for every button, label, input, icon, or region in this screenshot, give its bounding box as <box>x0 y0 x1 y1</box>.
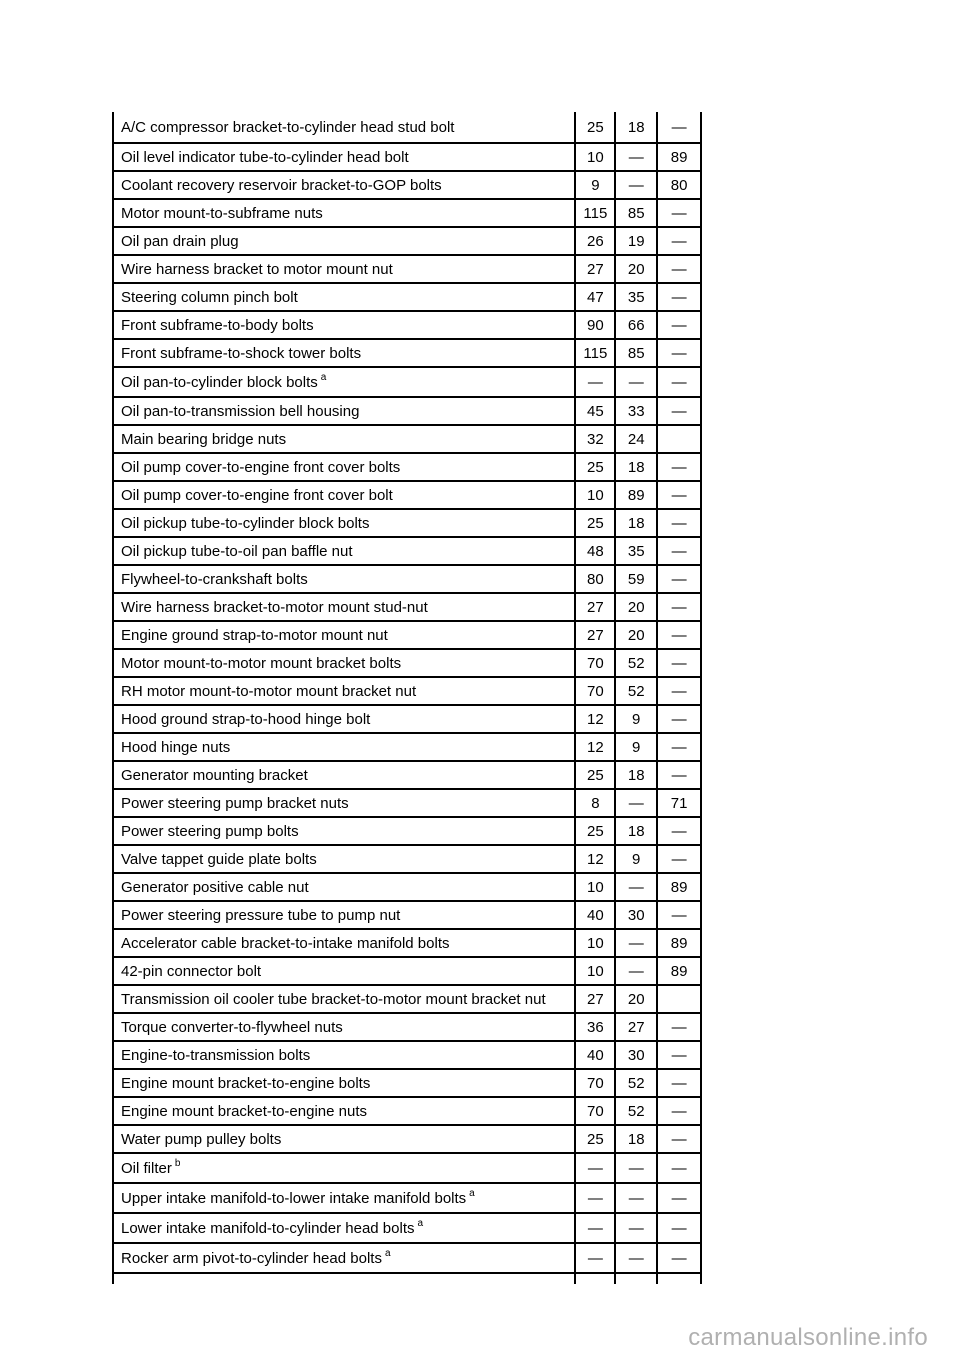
description-text: Power steering pump bolts <box>121 822 299 840</box>
description-text: Oil pan-to-transmission bell housing <box>121 402 360 420</box>
lbin-value: — <box>656 1154 702 1182</box>
fastener-description <box>112 1244 574 1272</box>
lbin-value: — <box>656 1214 702 1242</box>
lbft-value: — <box>614 1214 656 1242</box>
nm-value: 115 <box>574 340 614 366</box>
lbft-value: 35 <box>614 284 656 310</box>
description-text: Oil pan-to-cylinder block bolts <box>121 373 318 391</box>
fastener-description <box>112 958 574 984</box>
description-text: Engine mount bracket-to-engine nuts <box>121 1102 367 1120</box>
description-text: Engine mount bracket-to-engine bolts <box>121 1074 371 1092</box>
lbft-value: — <box>614 144 656 170</box>
table-row <box>112 1040 702 1068</box>
fastener-description <box>112 538 574 564</box>
fastener-description <box>112 228 574 254</box>
lbin-value: — <box>656 482 702 508</box>
nm-value: 70 <box>574 1098 614 1124</box>
table-row <box>112 732 702 760</box>
fastener-description <box>112 846 574 872</box>
table-row <box>112 310 702 338</box>
table-row <box>112 142 702 170</box>
table-row <box>112 424 702 452</box>
fastener-description <box>112 594 574 620</box>
lbin-value: — <box>656 762 702 788</box>
table-row <box>112 254 702 282</box>
description-text: Power steering pump bracket nuts <box>121 794 349 812</box>
fastener-description <box>112 650 574 676</box>
fastener-description <box>112 510 574 536</box>
lbin-value: — <box>656 566 702 592</box>
lbft-value: 30 <box>614 902 656 928</box>
lbft-value: 52 <box>614 1070 656 1096</box>
lbft-value: 30 <box>614 1042 656 1068</box>
lbin-value: — <box>656 1244 702 1272</box>
fastener-description <box>112 340 574 366</box>
fastener-description <box>112 1214 574 1242</box>
lbin-value: — <box>656 200 702 226</box>
nm-value: 27 <box>574 986 614 1012</box>
lbft-value: 27 <box>614 1014 656 1040</box>
lbft-value: 9 <box>614 734 656 760</box>
nm-value: 8 <box>574 790 614 816</box>
description-text: Generator positive cable nut <box>121 878 309 896</box>
lbft-value: 59 <box>614 566 656 592</box>
fastener-description <box>112 762 574 788</box>
description-text: Oil pickup tube-to-oil pan baffle nut <box>121 542 353 560</box>
table-row <box>112 1152 702 1182</box>
table-bottom-rule <box>112 1272 702 1284</box>
lbin-value: 89 <box>656 930 702 956</box>
nm-value: 25 <box>574 1126 614 1152</box>
lbft-value: 52 <box>614 650 656 676</box>
nm-value: 10 <box>574 482 614 508</box>
fastener-description <box>112 482 574 508</box>
fastener-description <box>112 1014 574 1040</box>
table-row <box>112 226 702 254</box>
table-row <box>112 112 702 142</box>
nm-value: 12 <box>574 846 614 872</box>
description-text: Accelerator cable bracket-to-intake manifold bolts <box>121 934 450 952</box>
nm-value: — <box>574 1184 614 1212</box>
fastener-description <box>112 734 574 760</box>
lbft-value: 24 <box>614 426 656 452</box>
description-text: Hood ground strap-to-hood hinge bolt <box>121 710 371 728</box>
nm-value: 25 <box>574 112 614 142</box>
lbft-value: 20 <box>614 986 656 1012</box>
table-row <box>112 704 702 732</box>
nm-value: 25 <box>574 510 614 536</box>
lbin-value: — <box>656 1126 702 1152</box>
table-row <box>112 648 702 676</box>
lbft-value: 18 <box>614 1126 656 1152</box>
table-row <box>112 396 702 424</box>
fastener-description <box>112 1070 574 1096</box>
table-row <box>112 928 702 956</box>
description-text: Front subframe-to-shock tower bolts <box>121 344 362 362</box>
table-row <box>112 1242 702 1272</box>
table-row <box>112 1096 702 1124</box>
lbft-value: — <box>614 368 656 396</box>
lbin-value: — <box>656 340 702 366</box>
description-text: Oil pickup tube-to-cylinder block bolts <box>121 514 370 532</box>
nm-value: 27 <box>574 594 614 620</box>
description-text: Steering column pinch bolt <box>121 288 298 306</box>
nm-value: 115 <box>574 200 614 226</box>
description-text: Hood hinge nuts <box>121 738 231 756</box>
description-text: Wire harness bracket-to-motor mount stud-nut <box>121 598 428 616</box>
description-text: Upper intake manifold-to-lower intake manifold bolts <box>121 1189 467 1207</box>
lbin-value <box>656 986 702 1012</box>
lbft-value: — <box>614 790 656 816</box>
lbft-value: 18 <box>614 510 656 536</box>
lbft-value: 20 <box>614 594 656 620</box>
lbin-value: — <box>656 398 702 424</box>
nm-value: 10 <box>574 958 614 984</box>
lbin-value: — <box>656 112 702 142</box>
lbft-value: — <box>614 1154 656 1182</box>
table-row <box>112 956 702 984</box>
lbft-value: 18 <box>614 112 656 142</box>
lbin-value: 89 <box>656 958 702 984</box>
lbft-value: — <box>614 1184 656 1212</box>
lbft-value: 85 <box>614 200 656 226</box>
fastener-description <box>112 144 574 170</box>
fastener-description <box>112 398 574 424</box>
nm-value: 27 <box>574 622 614 648</box>
table-row <box>112 452 702 480</box>
description-text: Motor mount-to-subframe nuts <box>121 204 323 222</box>
nm-value: — <box>574 1244 614 1272</box>
table-row <box>112 844 702 872</box>
table-row <box>112 1212 702 1242</box>
fastener-description <box>112 1042 574 1068</box>
table-row <box>112 676 702 704</box>
nm-value: — <box>574 368 614 396</box>
table-row <box>112 592 702 620</box>
table-row <box>112 900 702 928</box>
description-text: RH motor mount-to-motor mount bracket nut <box>121 682 417 700</box>
table-row <box>112 338 702 366</box>
lbft-value: — <box>614 958 656 984</box>
nm-value: 70 <box>574 1070 614 1096</box>
nm-value: 80 <box>574 566 614 592</box>
description-text: Engine-to-transmission bolts <box>121 1046 311 1064</box>
fastener-description <box>112 566 574 592</box>
fastener-description <box>112 874 574 900</box>
footnote-marker: a <box>320 372 327 383</box>
table-row <box>112 564 702 592</box>
fastener-description <box>112 1126 574 1152</box>
description-text: Oil level indicator tube-to-cylinder head bolt <box>121 148 409 166</box>
table-row <box>112 508 702 536</box>
table-row <box>112 620 702 648</box>
table-row <box>112 536 702 564</box>
nm-value: 25 <box>574 762 614 788</box>
table-row <box>112 170 702 198</box>
lbft-value: — <box>614 874 656 900</box>
lbin-value: — <box>656 1042 702 1068</box>
description-text: Oil filter <box>121 1159 172 1177</box>
description-text: Rocker arm pivot-to-cylinder head bolts <box>121 1249 382 1267</box>
nm-value: 25 <box>574 818 614 844</box>
footnote-marker: a <box>417 1218 424 1229</box>
description-text: Power steering pressure tube to pump nut <box>121 906 401 924</box>
table-row <box>112 282 702 310</box>
nm-value: 25 <box>574 454 614 480</box>
lbin-value: — <box>656 1184 702 1212</box>
lbin-value: — <box>656 650 702 676</box>
lbin-value: — <box>656 1098 702 1124</box>
lbin-value: — <box>656 368 702 396</box>
fastener-description <box>112 368 574 396</box>
nm-value: 10 <box>574 930 614 956</box>
nm-value: 27 <box>574 256 614 282</box>
nm-value: 9 <box>574 172 614 198</box>
fastener-description <box>112 706 574 732</box>
lbft-value: 52 <box>614 1098 656 1124</box>
lbin-value: — <box>656 312 702 338</box>
table-row <box>112 872 702 900</box>
nm-value: — <box>574 1154 614 1182</box>
nm-value: 45 <box>574 398 614 424</box>
description-text: Oil pump cover-to-engine front cover bolt <box>121 486 393 504</box>
lbft-value: 18 <box>614 762 656 788</box>
lbin-value: — <box>656 454 702 480</box>
lbft-value: 66 <box>614 312 656 338</box>
watermark: carmanualsonline.info <box>688 1324 928 1351</box>
description-text: Front subframe-to-body bolts <box>121 316 314 334</box>
lbin-value: — <box>656 902 702 928</box>
lbin-value: — <box>656 818 702 844</box>
description-text: Engine ground strap-to-motor mount nut <box>121 626 388 644</box>
lbft-value: — <box>614 1244 656 1272</box>
lbin-value: — <box>656 284 702 310</box>
table-row <box>112 1012 702 1040</box>
table-row <box>112 1068 702 1096</box>
lbft-value: 89 <box>614 482 656 508</box>
nm-value: 40 <box>574 902 614 928</box>
description-text: Coolant recovery reservoir bracket-to-GOP bolts <box>121 176 442 194</box>
lbin-value: — <box>656 1014 702 1040</box>
lbft-value: 19 <box>614 228 656 254</box>
lbft-value: 20 <box>614 622 656 648</box>
description-text: Water pump pulley bolts <box>121 1130 282 1148</box>
table-row <box>112 816 702 844</box>
nm-value: 10 <box>574 874 614 900</box>
nm-value: 36 <box>574 1014 614 1040</box>
nm-value: 48 <box>574 538 614 564</box>
description-text: 42-pin connector bolt <box>121 962 262 980</box>
lbft-value: — <box>614 172 656 198</box>
lbin-value: — <box>656 678 702 704</box>
lbin-value: 89 <box>656 144 702 170</box>
description-text: Flywheel-to-crankshaft bolts <box>121 570 308 588</box>
nm-value: 40 <box>574 1042 614 1068</box>
nm-value: 12 <box>574 706 614 732</box>
lbin-value <box>656 426 702 452</box>
table-row <box>112 1124 702 1152</box>
fastener-description <box>112 1154 574 1182</box>
lbin-value: — <box>656 594 702 620</box>
lbin-value: — <box>656 256 702 282</box>
fastener-description <box>112 312 574 338</box>
table-row <box>112 1182 702 1212</box>
fastener-description <box>112 790 574 816</box>
description-text: Transmission oil cooler tube bracket-to-motor mount bracket nut <box>121 990 546 1008</box>
nm-value: 90 <box>574 312 614 338</box>
description-text: Wire harness bracket to motor mount nut <box>121 260 393 278</box>
lbft-value: 18 <box>614 454 656 480</box>
nm-value: 32 <box>574 426 614 452</box>
lbft-value: 18 <box>614 818 656 844</box>
torque-spec-table <box>112 112 702 1284</box>
lbin-value: — <box>656 622 702 648</box>
fastener-description <box>112 818 574 844</box>
fastener-description <box>112 200 574 226</box>
fastener-description <box>112 256 574 282</box>
description-text: Oil pan drain plug <box>121 232 239 250</box>
description-text: Oil pump cover-to-engine front cover bolts <box>121 458 401 476</box>
fastener-description <box>112 930 574 956</box>
nm-value: 26 <box>574 228 614 254</box>
nm-value: — <box>574 1214 614 1242</box>
lbft-value: 9 <box>614 706 656 732</box>
description-text: Generator mounting bracket <box>121 766 308 784</box>
fastener-description <box>112 986 574 1012</box>
lbin-value: — <box>656 228 702 254</box>
fastener-description <box>112 284 574 310</box>
lbin-value: 71 <box>656 790 702 816</box>
lbin-value: — <box>656 538 702 564</box>
table-row <box>112 760 702 788</box>
footnote-marker: a <box>469 1188 475 1199</box>
description-text: Torque converter-to-flywheel nuts <box>121 1018 343 1036</box>
fastener-description <box>112 1184 574 1212</box>
lbft-value: 20 <box>614 256 656 282</box>
fastener-description <box>112 902 574 928</box>
table-row <box>112 788 702 816</box>
lbft-value: 35 <box>614 538 656 564</box>
description-text: Lower intake manifold-to-cylinder head bolts <box>121 1219 415 1237</box>
nm-value: 47 <box>574 284 614 310</box>
fastener-description <box>112 112 574 142</box>
fastener-description <box>112 1098 574 1124</box>
description-text: Valve tappet guide plate bolts <box>121 850 317 868</box>
fastener-description <box>112 678 574 704</box>
nm-value: 12 <box>574 734 614 760</box>
description-text: A/C compressor bracket-to-cylinder head stud bolt <box>121 118 455 136</box>
table-row <box>112 198 702 226</box>
footnote-marker: b <box>174 1158 181 1169</box>
nm-value: 70 <box>574 678 614 704</box>
fastener-description <box>112 426 574 452</box>
nm-value: 70 <box>574 650 614 676</box>
lbin-value: — <box>656 846 702 872</box>
lbft-value: — <box>614 930 656 956</box>
footnote-marker: a <box>384 1248 391 1259</box>
fastener-description <box>112 622 574 648</box>
lbft-value: 85 <box>614 340 656 366</box>
lbin-value: — <box>656 734 702 760</box>
description-text: Main bearing bridge nuts <box>121 430 287 448</box>
lbin-value: — <box>656 510 702 536</box>
lbin-value: 80 <box>656 172 702 198</box>
table-row <box>112 984 702 1012</box>
lbin-value: — <box>656 1070 702 1096</box>
description-text: Motor mount-to-motor mount bracket bolts <box>121 654 402 672</box>
fastener-description <box>112 172 574 198</box>
lbft-value: 33 <box>614 398 656 424</box>
fastener-description <box>112 454 574 480</box>
table-row <box>112 480 702 508</box>
nm-value: 10 <box>574 144 614 170</box>
lbft-value: 52 <box>614 678 656 704</box>
table-row <box>112 366 702 396</box>
lbft-value: 9 <box>614 846 656 872</box>
lbin-value: 89 <box>656 874 702 900</box>
lbin-value: — <box>656 706 702 732</box>
